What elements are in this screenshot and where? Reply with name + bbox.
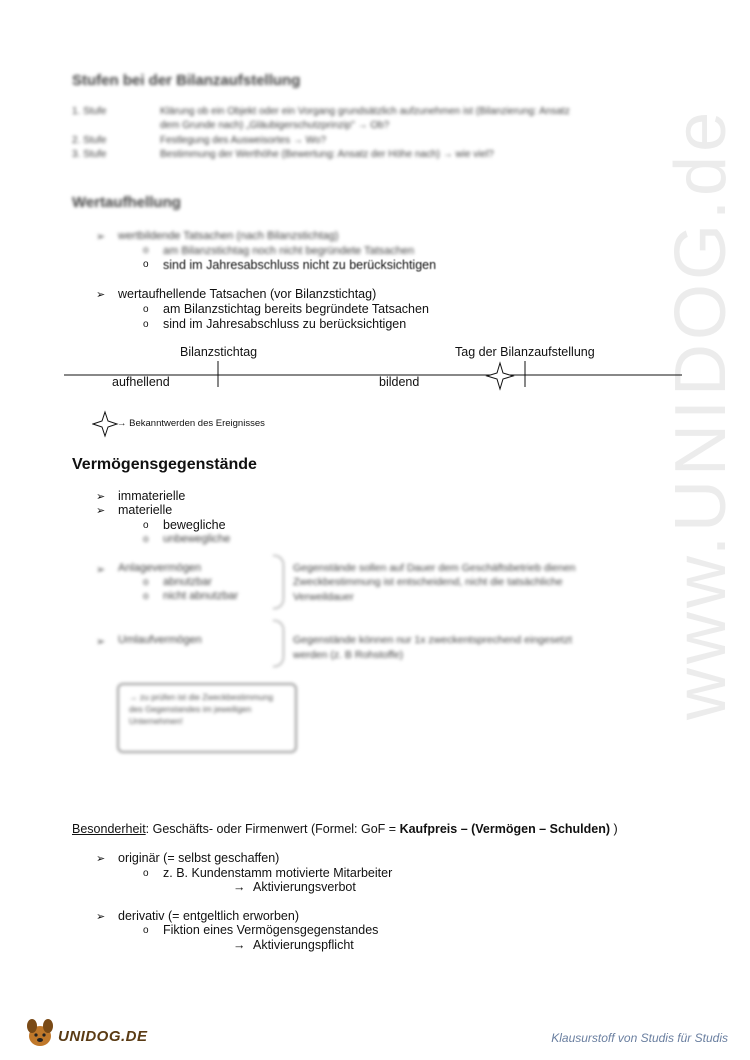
brace-umlauf — [273, 620, 284, 667]
arrow-icon: → — [233, 880, 246, 894]
besonderheit-text: : Geschäfts- oder Firmenwert (Formel: GoF = — [145, 822, 400, 836]
gof-originaer: originär (= selbst geschaffen) — [118, 851, 280, 865]
circle-bullet-icon: o — [143, 245, 149, 256]
bullet-arrow-icon: ➢ — [96, 564, 106, 576]
bullet-arrow-icon: ➢ — [96, 231, 106, 243]
bullet-arrow-icon: ➢ — [96, 636, 106, 648]
vg-nicht-abnutzbar: nicht abnutzbar — [163, 590, 239, 602]
timeline-seg-bildend: bildend — [379, 375, 420, 389]
wert-b1: wertbildende Tatsachen (nach Bilanzstichtag) — [118, 230, 339, 242]
gof-aktivierungsverbot: Aktivierungsverbot — [253, 880, 356, 894]
stufe-1-text: Klärung ob ein Objekt oder ein Vorgang grundsätzlich aufzunehmen ist (Bilanzierung: Ansatz — [160, 106, 570, 117]
circle-bullet-icon: o — [143, 577, 149, 588]
wert-b2: wertaufhellende Tatsachen (vor Bilanzstichtag) — [118, 287, 377, 301]
circle-bullet-icon: o — [143, 259, 149, 270]
wert-b2a: am Bilanzstichtag bereits begründete Tatsachen — [163, 302, 429, 316]
stufe-2-text: Festlegung des Ausweisortes → Wo? — [160, 135, 327, 146]
circle-bullet-icon: o — [143, 534, 149, 545]
stufe-3-label: 3. Stufe — [72, 149, 107, 160]
bullet-arrow-icon: ➢ — [96, 853, 106, 865]
circle-bullet-icon: o — [143, 868, 149, 879]
gof-derivativ: derivativ (= entgeltlich erworben) — [118, 909, 299, 923]
besonderheit-formula: Kaufpreis – (Vermögen – Schulden) — [399, 822, 611, 836]
brace-anlage — [273, 555, 284, 609]
watermark: www.UNIDOG.de — [661, 107, 741, 720]
av-desc-2: Zweckbestimmung ist entscheidend, nicht die tatsächliche — [293, 576, 563, 588]
wert-b1b: sind im Jahresabschluss nicht zu berücksichtigen — [163, 258, 437, 272]
stufen-title: Stufen bei der Bilanzaufstellung — [72, 72, 301, 89]
stufe-2-label: 2. Stufe — [72, 135, 107, 146]
timeline-seg-aufhellend: aufhellend — [112, 375, 170, 389]
circle-bullet-icon: o — [143, 925, 149, 936]
wert-b2b: sind im Jahresabschluss zu berücksichtigen — [163, 317, 407, 331]
note-scroll — [117, 683, 297, 753]
vg-umlaufvermoegen: Umlaufvermögen — [118, 634, 202, 646]
stufe-3-text: Bestimmung der Werthöhe (Bewertung: Ansatz der Höhe nach) → wie viel? — [160, 149, 494, 160]
stufe-1-label: 1. Stufe — [72, 106, 107, 117]
av-desc-3: Verweildauer — [293, 591, 354, 603]
gof-originaer-beispiel: z. B. Kundenstamm motivierte Mitarbeiter — [163, 866, 393, 880]
circle-bullet-icon: o — [143, 319, 149, 330]
uv-desc-2: werden (z. B Rohstoffe) — [293, 649, 404, 661]
wert-title: Wertaufhellung — [72, 194, 181, 211]
gof-aktivierungspflicht: Aktivierungspflicht — [253, 938, 354, 952]
arrow-icon: → — [233, 938, 246, 952]
vg-title: Vermögensgegenstände — [72, 456, 257, 473]
bullet-arrow-icon: ➢ — [96, 505, 106, 517]
vg-abnutzbar: abnutzbar — [163, 576, 212, 588]
event-star-icon — [487, 363, 513, 389]
av-desc-1: Gegenstände sollen auf Dauer dem Geschäftsbetrieb dienen — [293, 562, 576, 574]
vg-bewegliche: bewegliche — [163, 518, 226, 532]
bullet-arrow-icon: ➢ — [96, 911, 106, 923]
stufe-1-text2: dem Grunde nach) „Gläubigerschutzprinzip" → Ob? — [160, 120, 390, 131]
vg-unbewegliche: unbewegliche — [163, 533, 231, 545]
besonderheit-end: ) — [610, 822, 618, 836]
footer-tagline: Klausurstoff von Studis für Studis — [551, 1031, 728, 1045]
logo-text: UNIDOG.DE — [58, 1028, 148, 1045]
note-text: → zu prüfen ist die Zweckbestimmung des Gegenstandes im jeweiligen Unternehmen! — [129, 692, 274, 726]
circle-bullet-icon: o — [143, 591, 149, 602]
vg-anlagevermoegen: Anlagevermögen — [118, 562, 202, 574]
circle-bullet-icon: o — [143, 520, 149, 531]
besonderheit-label: Besonderheit — [72, 822, 146, 836]
timeline-label-aufstellung: Tag der Bilanzaufstellung — [455, 345, 595, 359]
wert-b1a: am Bilanzstichtag noch nicht begründete Tatsachen — [163, 245, 415, 257]
uv-desc-1: Gegenstände können nur 1x zweckentsprechend eingesetzt — [293, 634, 573, 646]
circle-bullet-icon: o — [143, 304, 149, 315]
gof-derivativ-fiktion: Fiktion eines Vermögensgegenstandes — [163, 923, 379, 937]
bullet-arrow-icon: ➢ — [96, 491, 106, 503]
besonderheit-line — [72, 822, 618, 836]
legend-text: → Bekanntwerden des Ereignisses — [117, 418, 265, 429]
vg-materielle: materielle — [118, 503, 173, 517]
vg-immaterielle: immaterielle — [118, 489, 186, 503]
bullet-arrow-icon: ➢ — [96, 289, 106, 301]
timeline-label-bilanzstichtag: Bilanzstichtag — [180, 345, 258, 359]
dog-logo-icon — [22, 1014, 58, 1050]
